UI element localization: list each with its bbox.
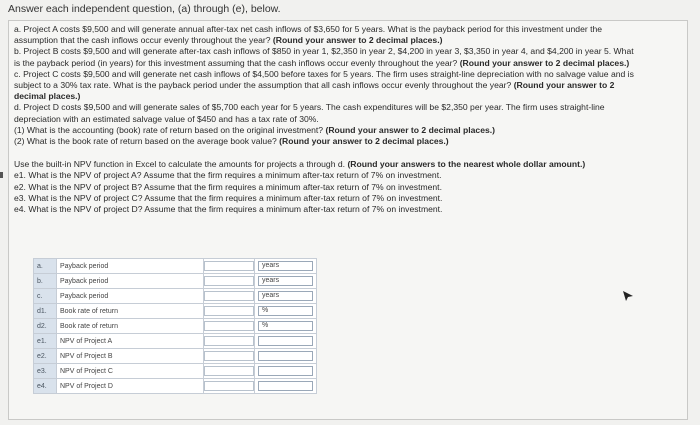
mouse-cursor-icon <box>621 289 635 303</box>
answer-input[interactable] <box>204 274 255 289</box>
unit-label <box>255 349 317 364</box>
row-code: e2. <box>34 349 57 364</box>
answer-input[interactable] <box>204 319 255 334</box>
answer-row <box>34 259 317 274</box>
answer-row <box>34 379 317 394</box>
unit-label: years <box>255 289 317 304</box>
row-label: NPV of Project D <box>57 379 204 394</box>
unit-label <box>255 334 317 349</box>
row-label: NPV of Project A <box>57 334 204 349</box>
part-d2: (2) What is the book rate of return based on the average book value? (Round your answer to 2 decimal places.) <box>14 136 449 147</box>
answer-row <box>34 364 317 379</box>
part-b: b. Project B costs $9,500 and will generate after-tax cash inflows of $850 in year 1, $2,350 in year 2, $4,200 in year 3, $3,350 in year 4, and $4,200 in year 5. What is the payback period (in years) for this investment assuming that the cash inflows occur evenly throughout the year? (Round your answer to 2 decimal places.) <box>14 46 634 68</box>
answer-input[interactable] <box>204 289 255 304</box>
npv-section: Use the built-in NPV function in Excel to calculate the amounts for projects a through d. (Round your answers to the nearest whole dollar amount.) e1. What is the NPV of project A? Assume that the firm requires a minimum after-tax return of 7% on investment. e2. What is the NPV of project B? Assume that the firm requires a minimum after-tax return of 7% on investment. e3. What is the NPV of project C? Assume that the firm requires a minimum after-tax return of 7% on investment. e4. What is the NPV of project D? Assume that the firm requires a minimum after-tax return of 7% on investment. <box>14 159 634 215</box>
row-code: e4. <box>34 379 57 394</box>
scroll-marker <box>0 172 3 178</box>
row-label: Payback period <box>57 274 204 289</box>
answer-table <box>33 258 317 394</box>
row-code: b. <box>34 274 57 289</box>
unit-label: % <box>255 304 317 319</box>
row-code: d2. <box>34 319 57 334</box>
unit-label <box>255 379 317 394</box>
part-c: c. Project C costs $9,500 and will generate net cash inflows of $4,500 before taxes for 5 years. The firm uses straight-line depreciation with no salvage value and is subject to a 30% tax rate. What is the payback period under the assumption that all cash inflows occur evenly throughout the year? (Round your answer to 2 decimal places.) <box>14 68 634 102</box>
unit-label: years <box>255 259 317 274</box>
question-text <box>14 24 634 215</box>
answer-row <box>34 319 317 334</box>
npv-e2: e2. What is the NPV of project B? Assume that the firm requires a minimum after-tax return of 7% on investment. <box>14 181 442 192</box>
unit-label <box>255 364 317 379</box>
answer-row <box>34 289 317 304</box>
unit-label: % <box>255 319 317 334</box>
part-d1: (1) What is the accounting (book) rate of return based on the original investment? (Round your answer to 2 decimal places.) <box>14 124 495 135</box>
part-d: d. Project D costs $9,500 and will generate sales of $5,700 each year for 5 years. The cash expenditures will be $2,350 per year. The firm uses straight-line depreciation with an estimated salvage value of $450 and has a tax rate of 30%. <box>14 102 605 124</box>
answer-row <box>34 349 317 364</box>
answer-input[interactable] <box>204 349 255 364</box>
row-code: e1. <box>34 334 57 349</box>
answer-input[interactable] <box>204 334 255 349</box>
row-label: Payback period <box>57 289 204 304</box>
answer-input[interactable] <box>204 259 255 274</box>
npv-e3: e3. What is the NPV of project C? Assume that the firm requires a minimum after-tax return of 7% on investment. <box>14 192 443 203</box>
answer-input[interactable] <box>204 364 255 379</box>
unit-label: years <box>255 274 317 289</box>
part-a: a. Project A costs $9,500 and will generate annual after-tax net cash inflows of $3,650 for 5 years. What is the payback period for this investment under the assumption that the cash inflows occur evenly throughout the year? (Round your answer to 2 decimal places.) <box>14 24 603 46</box>
row-code: d1. <box>34 304 57 319</box>
row-label: NPV of Project B <box>57 349 204 364</box>
row-code: c. <box>34 289 57 304</box>
row-label: Book rate of return <box>57 319 204 334</box>
npv-e4: e4. What is the NPV of project D? Assume that the firm requires a minimum after-tax return of 7% on investment. <box>14 204 443 215</box>
row-label: NPV of Project C <box>57 364 204 379</box>
row-label: Book rate of return <box>57 304 204 319</box>
answer-input[interactable] <box>204 379 255 394</box>
row-code: a. <box>34 259 57 274</box>
npv-e1: e1. What is the NPV of project A? Assume that the firm requires a minimum after-tax return of 7% on investment. <box>14 170 442 181</box>
answer-row <box>34 334 317 349</box>
row-code: e3. <box>34 364 57 379</box>
instructions-header: Answer each independent question, (a) through (e), below. <box>8 3 281 15</box>
answer-input[interactable] <box>204 304 255 319</box>
answer-row <box>34 304 317 319</box>
row-label: Payback period <box>57 259 204 274</box>
answer-row <box>34 274 317 289</box>
